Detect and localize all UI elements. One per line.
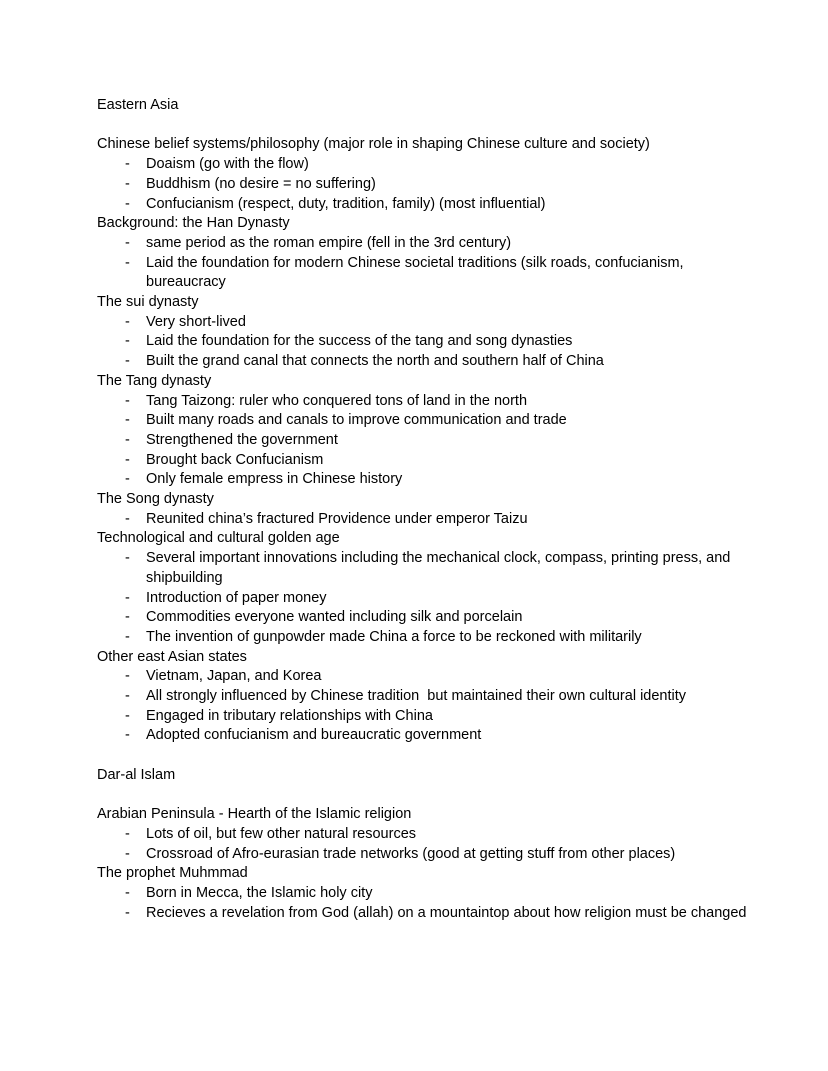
bullet-dash: -: [125, 628, 130, 645]
doc-bullet-item: [97, 589, 753, 609]
doc-bullet-text: Laid the foundation for the success of the tang and song dynasties: [146, 333, 573, 350]
bullet-dash: -: [125, 668, 130, 685]
bullet-dash: -: [125, 688, 130, 705]
doc-heading-line: [97, 96, 753, 116]
doc-bullet-item: [97, 884, 753, 904]
doc-bullet-item: [97, 825, 753, 845]
bullet-dash: -: [125, 707, 130, 724]
doc-bullet-item: [97, 411, 753, 431]
doc-blank-line: [97, 746, 753, 766]
bullet-dash: -: [125, 845, 130, 862]
bullet-dash: -: [125, 825, 130, 842]
doc-heading-text: The Song dynasty: [97, 491, 214, 508]
doc-heading-line: [97, 293, 753, 313]
doc-heading-text: Technological and cultural golden age: [97, 530, 340, 547]
bullet-dash: -: [125, 727, 130, 744]
doc-heading-line: [97, 864, 753, 884]
doc-bullet-item: [97, 667, 753, 687]
bullet-dash: -: [125, 412, 130, 429]
doc-bullet-text: Doaism (go with the flow): [146, 156, 309, 173]
doc-bullet-item: [97, 549, 753, 588]
doc-heading-line: [97, 648, 753, 668]
doc-heading-line: [97, 372, 753, 392]
doc-bullet-item: [97, 470, 753, 490]
doc-heading-line: [97, 805, 753, 825]
doc-bullet-item: [97, 234, 753, 254]
doc-bullet-text: Reunited china’s fractured Providence under emperor Taizu: [146, 510, 528, 527]
doc-bullet-text: Buddhism (no desire = no suffering): [146, 175, 376, 192]
doc-bullet-text: Lots of oil, but few other natural resources: [146, 825, 417, 842]
doc-bullet-text: Tang Taizong: ruler who conquered tons of land in the north: [146, 392, 528, 409]
doc-bullet-item: [97, 352, 753, 372]
doc-heading-line: [97, 135, 753, 155]
doc-heading-text: The Tang dynasty: [97, 372, 212, 389]
doc-heading-line: [97, 214, 753, 234]
doc-bullet-text: Introduction of paper money: [146, 589, 327, 606]
doc-bullet-item: [97, 195, 753, 215]
doc-blank-line: [97, 116, 753, 136]
doc-bullet-item: [97, 431, 753, 451]
doc-bullet-text: The invention of gunpowder made China a force to be reckoned with militarily: [146, 628, 642, 645]
doc-bullet-item: [97, 155, 753, 175]
doc-heading-line: [97, 529, 753, 549]
doc-heading-text: Dar-al Islam: [97, 766, 176, 783]
doc-bullet-text: Built the grand canal that connects the north and southern half of China: [146, 353, 604, 370]
doc-bullet-text: Commodities everyone wanted including silk and porcelain: [146, 609, 523, 626]
doc-bullet-item: [97, 726, 753, 746]
doc-bullet-text: All strongly influenced by Chinese tradition but maintained their own cultural identity: [146, 688, 687, 705]
doc-bullet-text: Recieves a revelation from God (allah) on a mountaintop about how religion must be changed: [146, 904, 747, 921]
doc-bullet-item: [97, 451, 753, 471]
doc-bullet-text: Crossroad of Afro-eurasian trade networks (good at getting stuff from other places): [146, 845, 676, 862]
doc-bullet-text: Several important innovations including the mechanical clock, compass, printing press, and shipbuilding: [146, 550, 735, 586]
bullet-dash: -: [125, 471, 130, 488]
bullet-dash: -: [125, 333, 130, 350]
doc-heading-text: Arabian Peninsula - Hearth of the Islamic religion: [97, 806, 412, 823]
bullet-dash: -: [125, 234, 130, 251]
doc-bullet-text: Confucianism (respect, duty, tradition, family) (most influential): [146, 195, 546, 212]
doc-bullet-text: Only female empress in Chinese history: [146, 471, 403, 488]
doc-bullet-text: Adopted confucianism and bureaucratic government: [146, 727, 482, 744]
bullet-dash: -: [125, 195, 130, 212]
doc-heading-text: Other east Asian states: [97, 648, 247, 665]
doc-bullet-item: [97, 608, 753, 628]
doc-heading-line: [97, 490, 753, 510]
bullet-dash: -: [125, 313, 130, 330]
bullet-dash: -: [125, 392, 130, 409]
bullet-dash: -: [125, 451, 130, 468]
doc-bullet-item: [97, 845, 753, 865]
bullet-dash: -: [125, 609, 130, 626]
doc-heading-text: Background: the Han Dynasty: [97, 215, 290, 232]
doc-bullet-text: Vietnam, Japan, and Korea: [146, 668, 322, 685]
bullet-dash: -: [125, 156, 130, 173]
bullet-dash: -: [125, 431, 130, 448]
doc-heading-text: The prophet Muhmmad: [97, 865, 248, 882]
doc-bullet-item: [97, 254, 753, 293]
doc-bullet-item: [97, 510, 753, 530]
doc-blank-line: [97, 786, 753, 806]
bullet-dash: -: [125, 550, 130, 567]
doc-heading-text: Eastern Asia: [97, 97, 179, 113]
doc-bullet-text: Laid the foundation for modern Chinese societal traditions (silk roads, confucianism, bureaucracy: [146, 254, 688, 291]
doc-bullet-text: Built many roads and canals to improve communication and trade: [146, 412, 567, 429]
doc-heading-line: [97, 766, 753, 786]
doc-bullet-text: Engaged in tributary relationships with China: [146, 707, 433, 724]
doc-bullet-text: same period as the roman empire (fell in the 3rd century): [146, 234, 512, 251]
doc-heading-text: The sui dynasty: [97, 294, 199, 311]
doc-bullet-item: [97, 904, 753, 924]
doc-bullet-item: [97, 707, 753, 727]
doc-bullet-item: [97, 628, 753, 648]
doc-bullet-text: Very short-lived: [146, 313, 246, 330]
bullet-dash: -: [125, 353, 130, 370]
bullet-dash: -: [125, 885, 130, 902]
bullet-dash: -: [125, 904, 130, 921]
doc-bullet-item: [97, 687, 753, 707]
bullet-dash: -: [125, 589, 130, 606]
doc-bullet-item: [97, 175, 753, 195]
bullet-dash: -: [125, 510, 130, 527]
doc-bullet-text: Strengthened the government: [146, 431, 338, 448]
doc-bullet-item: [97, 332, 753, 352]
doc-bullet-item: [97, 392, 753, 412]
bullet-dash: -: [125, 175, 130, 192]
bullet-dash: -: [125, 254, 130, 271]
doc-bullet-text: Brought back Confucianism: [146, 451, 324, 468]
doc-bullet-text: Born in Mecca, the Islamic holy city: [146, 885, 373, 902]
doc-bullet-item: [97, 313, 753, 333]
doc-heading-text: Chinese belief systems/philosophy (major role in shaping Chinese culture and society): [97, 136, 650, 153]
